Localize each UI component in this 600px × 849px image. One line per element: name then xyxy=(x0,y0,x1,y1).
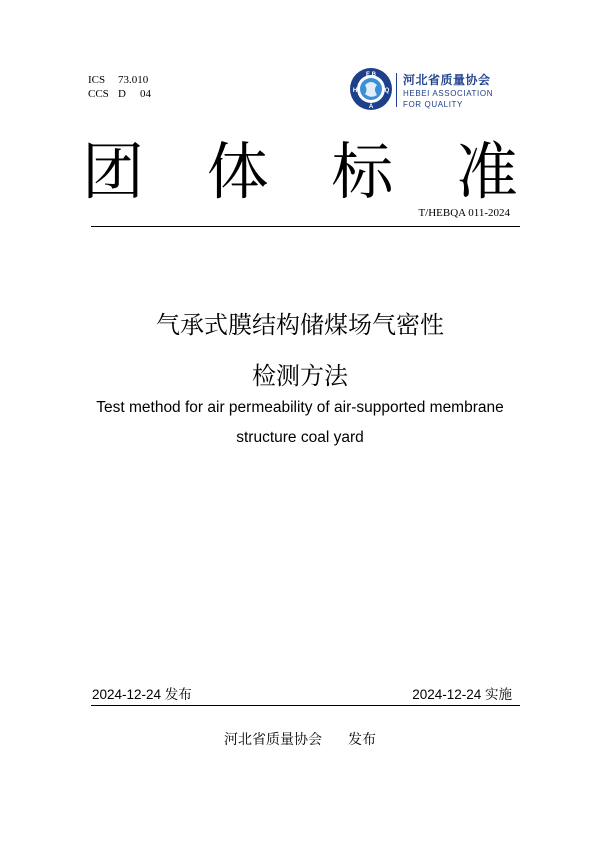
issue-date: 2024-12-24 发布 xyxy=(92,687,192,702)
top-divider xyxy=(91,226,520,227)
title-en-line-2: structure coal yard xyxy=(236,429,364,446)
title-en-line-1: Test method for air permeability of air-supported membrane xyxy=(96,399,504,416)
standard-type-char: 体 xyxy=(206,138,269,207)
publisher-action: 发布 xyxy=(348,731,376,747)
ccs-class: D xyxy=(118,88,126,100)
svg-text:A: A xyxy=(368,104,374,110)
standard-type-title xyxy=(82,138,518,208)
association-logo xyxy=(349,67,509,115)
svg-text:Q: Q xyxy=(384,88,390,94)
logo-divider xyxy=(396,73,397,107)
svg-text:H: H xyxy=(352,88,358,94)
ics-value: 73.010 xyxy=(118,74,149,86)
standard-type-char: 团 xyxy=(82,138,145,207)
classification-codes xyxy=(88,73,151,101)
logo-text xyxy=(403,71,493,110)
logo-name-cn: 河北省质量协会 xyxy=(403,73,491,87)
logo-name-en-2: FOR QUALITY xyxy=(403,100,463,109)
title-cn-line-1: 气承式膜结构储煤场气密性 xyxy=(156,312,444,339)
implement-date: 2024-12-24 实施 xyxy=(412,687,512,702)
ics-label: ICS xyxy=(88,74,106,86)
logo-name-en-1: HEBEI ASSOCIATION xyxy=(403,89,494,98)
ccs-value: 04 xyxy=(140,88,151,100)
standard-type-char: 准 xyxy=(455,138,518,207)
standard-number: T/HEBQA 011-2024 xyxy=(418,207,510,219)
ccs-label: CCS xyxy=(88,88,109,100)
hebqa-seal-icon xyxy=(349,67,393,111)
publisher-line xyxy=(0,729,600,749)
bottom-divider xyxy=(91,705,520,706)
title-cn-line-2: 检测方法 xyxy=(252,363,348,390)
svg-text:E B: E B xyxy=(365,72,377,78)
publisher-name: 河北省质量协会 xyxy=(224,731,322,747)
standard-type-char: 标 xyxy=(331,138,394,207)
